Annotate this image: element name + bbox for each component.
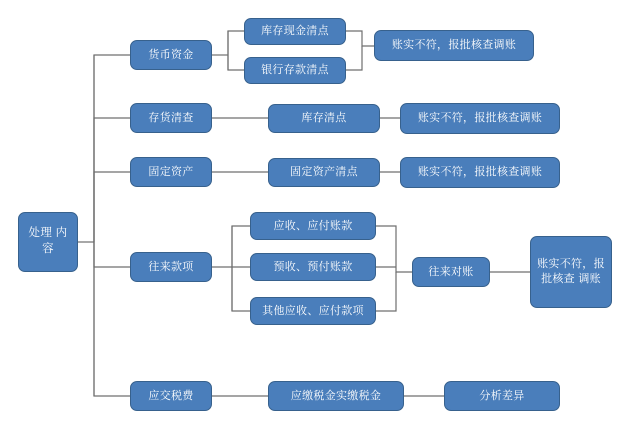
node-result-current[interactable] [530, 236, 612, 308]
node-fixed-asset-label: 固定资产 [148, 165, 194, 178]
node-bank-count[interactable] [244, 57, 346, 84]
node-cash-count-label: 库存现金清点 [261, 25, 329, 38]
node-result-fixed-asset-label: 账实不符，报批核查调账 [417, 166, 543, 179]
node-other-receivable[interactable] [250, 297, 376, 325]
node-root-label: 处理 内容 [28, 227, 68, 255]
node-ar-ap[interactable] [250, 212, 376, 240]
node-current-accounts[interactable] [130, 252, 212, 282]
node-other-receivable-label: 其他应收、应付款项 [262, 304, 364, 317]
node-result-inventory-label: 账实不符，报批核查调账 [417, 112, 543, 125]
node-cash-count[interactable] [244, 18, 346, 45]
node-tax-label: 应交税费 [148, 389, 194, 402]
node-stock-count[interactable] [268, 104, 380, 133]
node-result-inventory[interactable] [400, 103, 560, 134]
node-prepaid[interactable] [250, 253, 376, 281]
node-reconcile-label: 往来对账 [428, 265, 474, 278]
node-root[interactable] [18, 212, 78, 272]
node-reconcile[interactable] [412, 257, 490, 287]
node-tax-payment-label: 应缴税金实缴税金 [290, 389, 382, 402]
node-result-fixed-asset[interactable] [400, 157, 560, 188]
node-current-accounts-label: 往来款项 [148, 260, 194, 273]
node-variance-analysis[interactable] [444, 381, 560, 411]
node-fa-count[interactable] [268, 158, 380, 187]
node-result-current-label: 账实不符，报 批核查 调账 [537, 258, 605, 285]
node-currency[interactable] [130, 40, 212, 70]
node-fa-count-label: 固定资产清点 [290, 166, 358, 179]
node-inventory-label: 存货清查 [148, 111, 194, 124]
node-prepaid-label: 预收、预付账款 [273, 260, 353, 273]
node-tax-payment[interactable] [268, 381, 404, 411]
node-stock-count-label: 库存清点 [301, 112, 347, 125]
node-currency-label: 货币资金 [148, 48, 194, 61]
node-result-currency-label: 账实不符，报批核查调账 [391, 39, 517, 52]
node-result-currency[interactable] [374, 30, 534, 61]
node-ar-ap-label: 应收、应付账款 [273, 219, 353, 232]
node-inventory[interactable] [130, 103, 212, 133]
node-tax[interactable] [130, 381, 212, 411]
node-bank-count-label: 银行存款清点 [261, 64, 329, 77]
node-fixed-asset[interactable] [130, 157, 212, 187]
node-variance-analysis-label: 分析差异 [479, 389, 525, 402]
